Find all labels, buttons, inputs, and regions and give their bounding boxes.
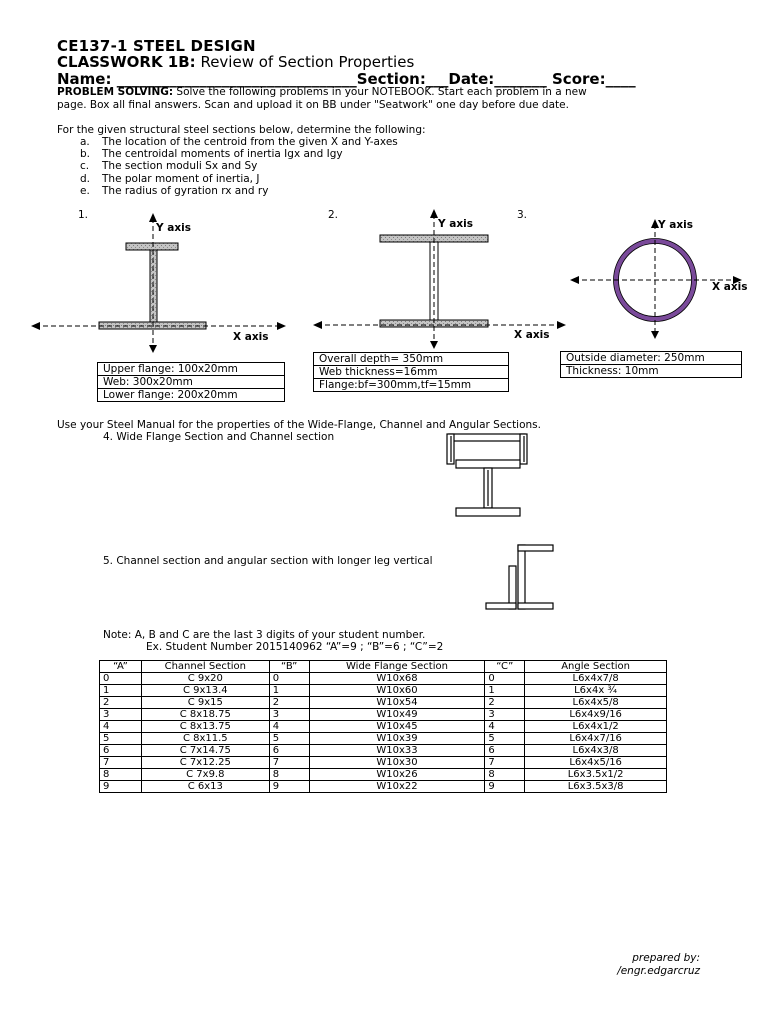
table-cell: C 9x13.4 [141, 685, 269, 697]
fig2-y-axis-label: Y axis [438, 218, 473, 230]
fig2-x-arrow-left [313, 321, 322, 329]
classwork-label: CLASSWORK 1B: [57, 53, 196, 71]
table-cell: 9 [100, 781, 142, 793]
table-cell: 3 [485, 709, 525, 721]
table-cell: W10x49 [309, 709, 485, 721]
fig2-dim-flange: Flange:bf=300mm,tf=15mm [319, 379, 472, 391]
table-cell: 0 [485, 673, 525, 685]
col-angle-header: Angle Section [525, 661, 667, 673]
instructions-line1: Solve the following problems in your NOTEBOOK. Start each problem in a new [173, 86, 587, 98]
table-cell: L6x4x9/16 [525, 709, 667, 721]
table-cell: 2 [100, 697, 142, 709]
table-row [100, 721, 667, 733]
table-row [100, 697, 667, 709]
classwork-subtitle: Review of Section Properties [195, 53, 415, 71]
table-cell: 9 [485, 781, 525, 793]
fig2-dim-depth: Overall depth= 350mm [314, 353, 508, 366]
figure-1-number: 1. [78, 209, 89, 221]
table-cell: L6x4x3/8 [525, 745, 667, 757]
fig2-dimension-box [313, 352, 509, 392]
table-cell: 6 [100, 745, 142, 757]
table-cell: 3 [100, 709, 142, 721]
note-line1: Note: A, B and C are the last 3 digits of your student number. [103, 629, 426, 641]
table-cell: W10x22 [309, 781, 485, 793]
table-cell: W10x33 [309, 745, 485, 757]
fig1-y-arrow-down [149, 345, 157, 353]
table-cell: C 8x11.5 [141, 733, 269, 745]
table-cell: C 7x9.8 [141, 769, 269, 781]
problem-4-label: 4. Wide Flange Section and Channel section [103, 431, 335, 443]
p5-channel-web [518, 545, 525, 609]
fig3-y-axis-label: Y axis [658, 219, 693, 231]
task-item-a: a. The location of the centroid from the given X and Y-axes [80, 136, 398, 148]
p5-angle-horizontal-leg [486, 603, 516, 609]
p5-channel-bottom-flange [518, 603, 553, 609]
table-cell: 1 [269, 685, 309, 697]
table-cell: 7 [100, 757, 142, 769]
fig2-x-axis-label: X axis [514, 329, 550, 341]
table-cell: 4 [100, 721, 142, 733]
table-cell: C 8x13.75 [141, 721, 269, 733]
table-row [100, 745, 667, 757]
table-cell: 0 [269, 673, 309, 685]
table-cell: W10x45 [309, 721, 485, 733]
task-item-e: e. The radius of gyration rx and ry [80, 184, 269, 197]
fig1-x-axis-label: X axis [233, 331, 269, 343]
table-cell: L6x4x ¾ [525, 685, 667, 697]
fig3-dimension-box [560, 351, 742, 378]
fig1-dim-upper-flange: Upper flange: 100x20mm [98, 363, 284, 376]
author-name: /engr.edgarcruz [617, 965, 700, 977]
prepared-by [520, 952, 700, 978]
fig1-y-axis-label: Y axis [156, 222, 191, 234]
table-cell: L6x4x5/8 [525, 697, 667, 709]
problem-5-figure [486, 545, 553, 609]
figure-3-number: 3. [517, 209, 528, 221]
p4-wf-bottom-flange [456, 508, 520, 516]
table-cell: 2 [269, 697, 309, 709]
section-table [99, 660, 667, 793]
table-row [100, 685, 667, 697]
table-cell: 2 [485, 697, 525, 709]
table-cell: 7 [485, 757, 525, 769]
table-cell: C 9x15 [141, 697, 269, 709]
table-cell: 5 [100, 733, 142, 745]
table-cell: 8 [485, 769, 525, 781]
table-cell: L6x4x7/8 [525, 673, 667, 685]
fig1-dimension-box [97, 362, 285, 402]
note-line2: Ex. Student Number 2015140962 “A”=9 ; “B”=6 ; “C”=2 [146, 641, 444, 653]
table-body [100, 673, 667, 793]
fig3-x-axis-label: X axis [712, 281, 748, 293]
table-cell: W10x54 [309, 697, 485, 709]
table-cell: 8 [100, 769, 142, 781]
student-info-line: Name: ________________________________Section:___Date:_______ Score:____ [57, 70, 636, 88]
table-cell: 5 [269, 733, 309, 745]
fig1-x-arrow-left [31, 322, 40, 330]
table-cell: W10x26 [309, 769, 485, 781]
problem-5-label: 5. Channel section and angular section with longer leg vertical [103, 555, 433, 567]
instructions-line2: page. Box all final answers. Scan and upload it on BB under "Seatwork" one day before due date. [57, 99, 569, 111]
task-item-b: b. The centroidal moments of inertia Igx and Igy [80, 148, 343, 161]
figure-3-section [570, 219, 742, 339]
fig1-dim-web: Web: 300x20mm [98, 376, 284, 389]
table-cell: 1 [100, 685, 142, 697]
table-header-row [100, 661, 667, 673]
table-row [100, 733, 667, 745]
table-cell: L6x4x1/2 [525, 721, 667, 733]
table-cell: 4 [269, 721, 309, 733]
table-cell: L6x4x5/16 [525, 757, 667, 769]
table-cell: W10x30 [309, 757, 485, 769]
prepared-by-label: prepared by: [632, 952, 700, 964]
col-a-header: “A” [100, 661, 142, 673]
table-cell: 8 [269, 769, 309, 781]
table-cell: 1 [485, 685, 525, 697]
table-cell: 7 [269, 757, 309, 769]
table-row [100, 709, 667, 721]
problem-4-figure [447, 434, 527, 516]
fig3-dim-diameter: Outside diameter: 250mm [561, 352, 741, 365]
table-cell: C 8x18.75 [141, 709, 269, 721]
task-intro: For the given structural steel sections below, determine the following: [57, 124, 426, 136]
table-cell: W10x39 [309, 733, 485, 745]
table-cell: C 9x20 [141, 673, 269, 685]
fig1-upper-flange [126, 243, 178, 250]
task-item-d: d. The polar moment of inertia, J [80, 172, 260, 185]
table-cell: 5 [485, 733, 525, 745]
fig3-dim-thickness: Thickness: 10mm [566, 365, 659, 377]
table-cell: C 7x14.75 [141, 745, 269, 757]
figure-2-number: 2. [328, 209, 339, 221]
p4-wf-top-flange [456, 460, 520, 468]
table-cell: L6x4x7/16 [525, 733, 667, 745]
fig1-dim-lower-flange: Lower flange: 200x20mm [103, 389, 238, 401]
table-cell: C 7x12.25 [141, 757, 269, 769]
p4-channel-web [449, 434, 525, 441]
table-row [100, 769, 667, 781]
fig1-y-arrow-up [149, 213, 157, 222]
table-cell: 0 [100, 673, 142, 685]
table-cell: W10x60 [309, 685, 485, 697]
fig2-x-arrow-right [557, 321, 566, 329]
col-channel-header: Channel Section [141, 661, 269, 673]
table-cell: C 6x13 [141, 781, 269, 793]
p5-channel-top-flange [518, 545, 553, 551]
figure-2-section [313, 209, 566, 349]
table-cell: 6 [269, 745, 309, 757]
table-cell: W10x68 [309, 673, 485, 685]
table-cell: 6 [485, 745, 525, 757]
col-c-header: “C” [485, 661, 525, 673]
table-cell: 9 [269, 781, 309, 793]
fig1-x-arrow-right [277, 322, 286, 330]
fig2-y-arrow-down [430, 341, 438, 349]
table-row [100, 673, 667, 685]
course-title: CE137-1 STEEL DESIGN [57, 37, 256, 55]
fig3-y-arrow-down [651, 331, 659, 339]
fig3-x-arrow-left [570, 276, 579, 284]
instructions-lead: PROBLEM SOLVING: [57, 86, 174, 98]
task-item-c: c. The section moduli Sx and Sy [80, 160, 258, 173]
col-wf-header: Wide Flange Section [309, 661, 485, 673]
table-cell: L6x3.5x3/8 [525, 781, 667, 793]
manual-instruction: Use your Steel Manual for the properties of the Wide-Flange, Channel and Angular Sections. [57, 419, 541, 431]
table-row [100, 757, 667, 769]
table-cell: L6x3.5x1/2 [525, 769, 667, 781]
table-cell: 3 [269, 709, 309, 721]
table-cell: 4 [485, 721, 525, 733]
col-b-header: “B” [269, 661, 309, 673]
table-row [100, 781, 667, 793]
fig2-dim-web: Web thickness=16mm [314, 366, 508, 379]
fig2-y-arrow-up [430, 209, 438, 218]
